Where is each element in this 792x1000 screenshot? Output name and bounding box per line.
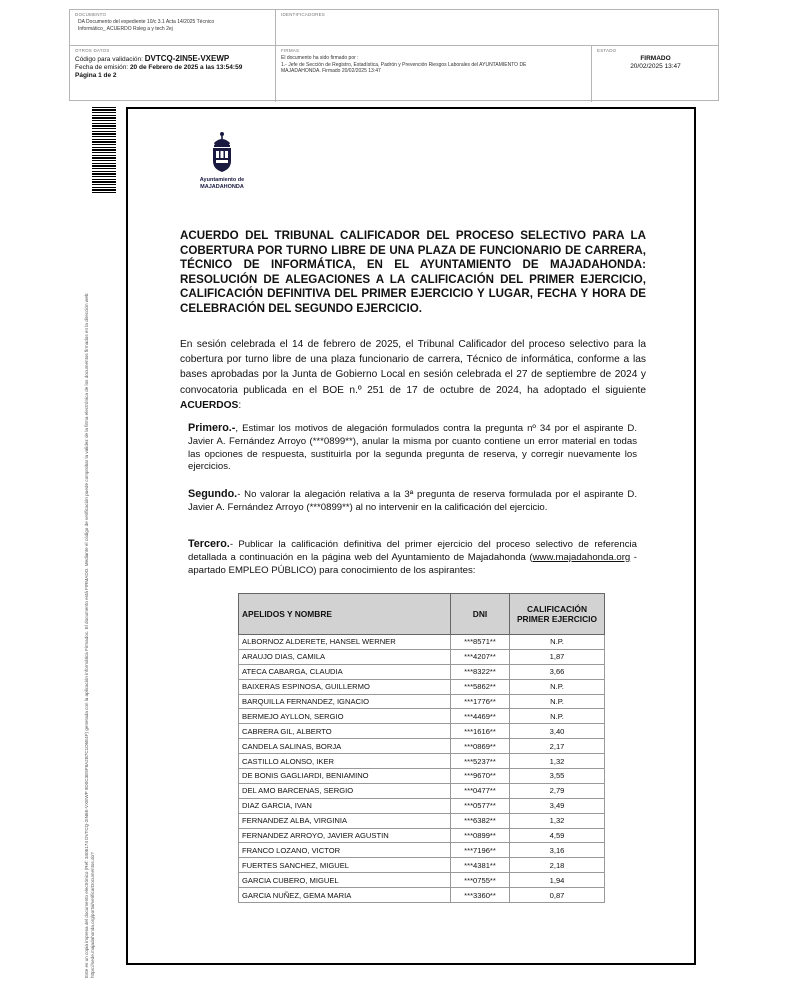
table-row [239, 635, 605, 650]
table-row [239, 754, 605, 769]
score-cell: N.P. [510, 635, 605, 650]
table-row [239, 858, 605, 873]
intro-paragraph [180, 337, 646, 413]
estado-value: FIRMADO [640, 55, 671, 62]
table-row [239, 679, 605, 694]
name-cell: DIAZ GARCIA, IVAN [239, 798, 451, 813]
score-cell: 0,87 [510, 888, 605, 903]
name-cell: BARQUILLA FERNANDEZ, IGNACIO [239, 694, 451, 709]
score-cell: 2,17 [510, 739, 605, 754]
estado-date: 20/02/2025 13:47 [630, 63, 681, 70]
signature-header [69, 9, 719, 101]
verification-sidebar-text: Este es un copia impresa del documento electrónico (Ref: 3406174 DVTCQ-2IN5E-VXEWP 9D0C3E5F8A2B7C1D6E4F) generada con la aplicación informática Firmadoc. El documento está FIRMADO. Mediante el código de verificación puede comprobar la validez de la firma electrónica de los documentos firmados en la dirección web: https://sede.majadahonda.org/portal/verificarDocumentos.do? [84, 292, 95, 978]
table-row [239, 783, 605, 798]
score-cell: 1,87 [510, 649, 605, 664]
firmas-line-3: MAJADAHONDA. Firmado 20/02/2025 13:47 [281, 68, 381, 74]
name-cell: ALBORNOZ ALDERETE, HANSEL WERNER [239, 635, 451, 650]
score-cell: 3,66 [510, 664, 605, 679]
firmas-line-2: 1.- Jefe de Sección de Registro, Estadística, Padrón y Prevención Riesgos Laborales del AYUNTAMIENTO DE [281, 61, 527, 68]
segundo-text: - No valorar la alegación relativa a la 3ª pregunta de reserva formulada por el aspirante D. Javier A. Fernández Arroyo (***0899**) al no intervenir en la calificación del ejercicio. [188, 489, 637, 513]
logo-line-1: Ayuntamiento de [199, 177, 245, 183]
otros-datos-cell [70, 46, 275, 82]
score-cell: N.P. [510, 679, 605, 694]
emission-date: 20 de Febrero de 2025 a las 13:54:59 [129, 64, 243, 71]
firmas-label: FIRMAS [281, 48, 300, 53]
results-table [238, 593, 605, 903]
documento-line-1: DA Documento del expediente 10/c 3.1 Acta 14/2025 Técnico [78, 19, 215, 25]
table-row [239, 813, 605, 828]
dni-cell: ***9670** [451, 769, 510, 784]
page-count: Página 1 de 2 [75, 72, 117, 79]
table-row [239, 649, 605, 664]
crest-icon [207, 131, 237, 175]
firmas-line-1: El documento ha sido firmado por : [281, 55, 359, 61]
dni-cell: ***1616** [451, 724, 510, 739]
name-cell: DE BONIS GAGLIARDI, BENIAMINO [239, 769, 451, 784]
otros-datos-label: OTROS DATOS [75, 48, 110, 53]
score-cell: 3,40 [510, 724, 605, 739]
name-cell: GARCIA CUBERO, MIGUEL [239, 873, 451, 888]
tercero-text-2: - apartado EMPLEO PÚBLICO) para conocimiento de los aspirantes: [188, 551, 637, 576]
acuerdo-tercero [188, 538, 637, 577]
primero-text: , Estimar los motivos de alegación formulados contra la pregunta nº 34 por el aspirante D. Javier A. Fernández Arroyo (***0899**), anular la misma por cuanto contiene un error material en todas las opciones de respuesta, sustituirla por la segunda pregunta de reserva, y corregir nuevamente los ejercicios. [188, 423, 637, 473]
dni-cell: ***0577** [451, 798, 510, 813]
header-dni: DNI [451, 594, 510, 635]
table-row [239, 843, 605, 858]
name-cell: ATECA CABARGA, CLAUDIA [239, 664, 451, 679]
documento-line-2: Informático_ ACUERDO Rsleg a y tech 2ej [78, 25, 173, 32]
score-cell: 1,32 [510, 813, 605, 828]
name-cell: BAIXERAS ESPINOSA, GUILLERMO [239, 679, 451, 694]
dni-cell: ***0899** [451, 828, 510, 843]
table-row [239, 709, 605, 724]
dni-cell: ***4469** [451, 709, 510, 724]
name-cell: FRANCO LOZANO, VICTOR [239, 843, 451, 858]
documento-label: DOCUMENTO [75, 12, 107, 17]
ayuntamiento-logo [190, 131, 254, 190]
dni-cell: ***1776** [451, 694, 510, 709]
logo-line-2: MAJADAHONDA [200, 183, 244, 190]
codigo-prefix: Código para validación: [75, 56, 143, 63]
barcode [92, 107, 116, 193]
document-title: ACUERDO DEL TRIBUNAL CALIFICADOR DEL PROCESO SELECTIVO PARA LA COBERTURA POR TURNO LIBRE DE UNA PLAZA DE FUNCIONARIO DE CARRERA, TÉCNICO DE INFORMÁTICA, EN EL AYUNTAMIENTO DE MAJADAHONDA: RESOLUCIÓN DE ALEGACIONES A LA CALIFICACIÓN DEL PRIMER EJERCICIO, CALIFICACIÓN DEFINITIVA DEL PRIMER EJERCICIO Y LUGAR, FECHA Y HORA DE CELEBRACIÓN DEL SEGUNDO EJERCICIO. [180, 229, 646, 315]
name-cell: CABRERA GIL, ALBERTO [239, 724, 451, 739]
dni-cell: ***8571** [451, 635, 510, 650]
name-cell: BERMEJO AYLLON, SERGIO [239, 709, 451, 724]
dni-cell: ***6382** [451, 813, 510, 828]
segundo-lead: Segundo. [188, 488, 238, 500]
score-cell: 1,94 [510, 873, 605, 888]
firmas-cell [276, 46, 591, 77]
document-page [126, 107, 696, 965]
name-cell: CASTILLO ALONSO, IKER [239, 754, 451, 769]
name-cell: FERNANDEZ ARROYO, JAVIER AGUSTIN [239, 828, 451, 843]
dni-cell: ***0869** [451, 739, 510, 754]
score-cell: 3,16 [510, 843, 605, 858]
table-row [239, 798, 605, 813]
score-cell: 3,49 [510, 798, 605, 813]
intro-bold: ACUERDOS [180, 399, 239, 411]
identificadores-label: IDENTIFICADORES [281, 12, 326, 17]
name-cell: FERNANDEZ ALBA, VIRGINIA [239, 813, 451, 828]
fecha-prefix: Fecha de emisión: [75, 64, 129, 71]
table-row [239, 724, 605, 739]
estado-label: ESTADO [597, 48, 617, 53]
table-row [239, 694, 605, 709]
dni-cell: ***3360** [451, 888, 510, 903]
header-score: CALIFICACIÓN PRIMER EJERCICIO [510, 594, 605, 635]
score-cell: 2,18 [510, 858, 605, 873]
estado-cell [592, 46, 719, 73]
intro-end: : [238, 399, 242, 411]
score-cell: 2,79 [510, 783, 605, 798]
table-row [239, 769, 605, 784]
name-cell: DEL AMO BARCENAS, SERGIO [239, 783, 451, 798]
dni-cell: ***5237** [451, 754, 510, 769]
table-header-row [239, 594, 605, 635]
score-cell: N.P. [510, 694, 605, 709]
table-row [239, 664, 605, 679]
acuerdo-segundo [188, 488, 637, 515]
score-cell: 4,59 [510, 828, 605, 843]
table-row [239, 739, 605, 754]
primero-lead: Primero.- [188, 422, 236, 434]
table-row [239, 828, 605, 843]
table-row [239, 873, 605, 888]
dni-cell: ***0477** [451, 783, 510, 798]
name-cell: FUERTES SANCHEZ, MIGUEL [239, 858, 451, 873]
tercero-text-1: - Publicar la calificación definitiva del primer ejercicio del proceso selectivo de referencia detallada a continuación en la página web del Ayuntamiento de Majadahonda ( [188, 539, 637, 563]
header-name: APELIDOS Y NOMBRE [239, 594, 451, 635]
dni-cell: ***0755** [451, 873, 510, 888]
dni-cell: ***4381** [451, 858, 510, 873]
acuerdo-primero [188, 422, 637, 474]
dni-cell: ***5862** [451, 679, 510, 694]
name-cell: ARAUJO DIAS, CAMILA [239, 649, 451, 664]
score-cell: 3,55 [510, 769, 605, 784]
dni-cell: ***8322** [451, 664, 510, 679]
table-row [239, 888, 605, 903]
validation-code[interactable]: DVTCQ-2IN5E-VXEWP [144, 54, 230, 63]
score-cell: 1,32 [510, 754, 605, 769]
name-cell: CANDELA SALINAS, BORJA [239, 739, 451, 754]
dni-cell: ***4207** [451, 649, 510, 664]
dni-cell: ***7196** [451, 843, 510, 858]
intro-text: En sesión celebrada el 14 de febrero de 2025, el Tribunal Calificador del proceso selectivo para la cobertura por turno libre de una plaza funcionario de carrera, Técnico de informática, conforme a las bases aprobadas por la Junta de Gobierno Local en sesión celebrada el 27 de septiembre de 2024 y convocatoria publicada en el BOE n.º 251 de 17 de octubre de 2024, ha adoptado el siguiente [180, 339, 646, 396]
name-cell: GARCIA NUÑEZ, GEMA MARIA [239, 888, 451, 903]
identificadores-cell [276, 10, 716, 21]
tercero-lead: Tercero. [188, 538, 230, 550]
score-cell: N.P. [510, 709, 605, 724]
documento-cell [70, 10, 275, 34]
majadahonda-link[interactable]: www.majadahonda.org [532, 551, 631, 563]
